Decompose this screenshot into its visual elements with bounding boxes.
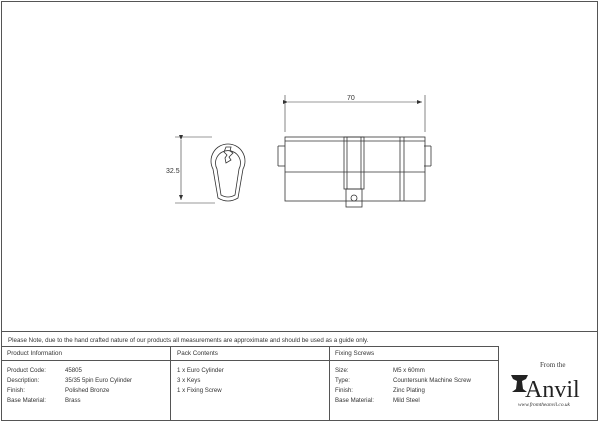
disclaimer-note: Please Note, due to the hand crafted nature of our products all measurements are approximate and should be used as a guide only. <box>8 337 369 344</box>
description-row <box>7 376 132 386</box>
base-material-row <box>7 396 132 406</box>
logo-url: www.fromtheanvil.co.uk <box>518 402 570 408</box>
height-dimension <box>175 137 215 203</box>
logo-from-text: From the <box>540 361 566 369</box>
row-label: Type: <box>335 377 350 384</box>
row-value: Mild Steel <box>393 397 420 404</box>
product-code-row <box>7 366 132 376</box>
row-label: Size: <box>335 367 349 374</box>
row-value: Brass <box>65 397 81 404</box>
screw-size-row <box>335 366 471 376</box>
logo-brand-text: Anvil <box>525 377 580 403</box>
row-value: 35/35 5pin Euro Cylinder <box>65 377 133 384</box>
row-label: Base Material: <box>335 397 374 404</box>
row-value: M5 x 60mm <box>393 367 425 374</box>
row-value: Polished Bronze <box>65 387 110 394</box>
product-information-rows <box>7 366 132 406</box>
pack-item: 1 x Euro Cylinder <box>177 367 224 374</box>
row-label: Description: <box>7 377 40 384</box>
logo-divider <box>498 346 499 421</box>
height-dimension-label: 32.5 <box>166 168 180 175</box>
row-value: Countersunk Machine Screw <box>393 377 471 384</box>
row-value: Zinc Plating <box>393 387 425 394</box>
pack-contents-title: Pack Contents <box>177 350 218 357</box>
table-top-border <box>1 346 498 347</box>
table-header-border <box>1 360 498 361</box>
screw-finish-row <box>335 386 471 396</box>
length-dimension-label: 70 <box>347 95 355 102</box>
cylinder-front-view <box>211 144 245 201</box>
table-column-divider <box>170 346 171 421</box>
row-value: 45805 <box>65 367 82 374</box>
length-dimension <box>285 95 425 132</box>
row-label: Finish: <box>335 387 353 394</box>
cylinder-side-view <box>278 137 431 207</box>
screw-material-row <box>335 396 471 406</box>
from-the-anvil-logo <box>502 357 594 417</box>
pack-item: 3 x Keys <box>177 377 201 384</box>
table-column-divider <box>329 346 330 421</box>
finish-row <box>7 386 132 396</box>
row-label: Finish: <box>7 387 25 394</box>
screw-type-row <box>335 376 471 386</box>
fixing-screws-title: Fixing Screws <box>335 350 375 357</box>
product-information-title: Product Information <box>7 350 62 357</box>
row-label: Product Code: <box>7 367 46 374</box>
fixing-screws-rows <box>335 366 471 406</box>
pack-item: 1 x Fixing Screw <box>177 387 222 394</box>
pack-contents-list <box>177 366 224 396</box>
note-divider <box>1 331 598 332</box>
row-label: Base Material: <box>7 397 46 404</box>
